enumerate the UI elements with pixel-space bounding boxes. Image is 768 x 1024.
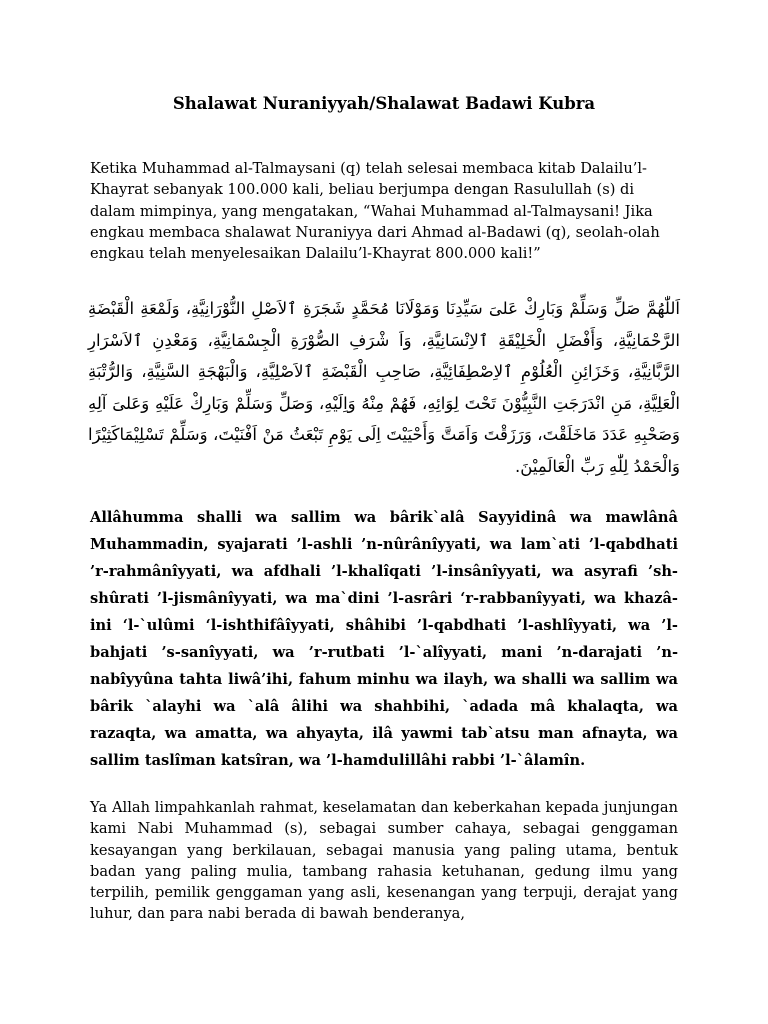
intro-paragraph: Ketika Muhammad al-Talmaysani (q) telah selesai membaca kitab Dalailu’l-Khayrat sebanyak 100.000 kali, beliau berjumpa dengan Rasulullah (s) di dalam mimpinya, yang mengatakan, “Wahai Muhammad al-Talmaysani! Jika engkau membaca shalawat Nuraniyya dari Ahmad al-Badawi (q), seolah-olah engkau telah menyelesaikan Dalailu’l-Khayrat 800.000 kali!” (90, 160, 660, 263)
transliteration-paragraph: Allâhumma shalli wa sallim wa bârik`alâ Sayyidinâ wa mawlânâ Muhammadin, syajarati ’l-ashli ’n-nûrânîyyati, wa lam`ati ’l-qabdhati ’r-rahmânîyyati, wa afdhali ’l-khalîqati ’l-insânîyyati, wa asyrafi ’sh-shûrati ’l-jismânîyyati, wa ma`dini ’l-asrâri ‘r-rabbanîyyati, wa khazâ-ini ‘l-`ulûmi ‘l-ishthifâîyyati, shâhibi ’l-qabdhati ’l-ashlîyyati, wa ’l-bahjati ’s-sanîyyati, wa ’r-rutbati ’l-`alîyyati, mani ’n-darajati ’n-nabîyyûna tahta liwâ’ihi, fahum minhu wa ilayh, wa shalli wa sallim wa bârik `alayhi wa `alâ âlihi wa shahbihi, `adada mâ khalaqta, wa razaqta, wa amatta, wa ahyayta, ilâ yawmi tab`atsu man afnayta, wa sallim taslîman katsîran, wa ’l-hamdulillâhi rabbi ’l-`âlamîn. (90, 509, 678, 769)
translation-paragraph: Ya Allah limpahkanlah rahmat, keselamatan dan keberkahan kepada junjungan kami Nabi Muhammad (s), sebagai sumber cahaya, sebagai genggaman kesayangan yang berkilauan, sebagai manusia yang paling utama, bentuk badan yang paling mulia, tambang rahasia ketuhanan, gedung ilmu yang terpilih, pemilik genggaman yang asli, kesenangan yang terpuji, derajat yang luhur, dan para nabi berada di bawah benderanya, (90, 799, 678, 923)
arabic-prayer-text: اَللّٰهُمَّ صَلِّ وَسَلِّمْ وَبَارِكْ عَلىَ سَيِّدِنَا وَمَوْلَانَا مُحَمَّدٍ شَجَرَةِ ٱلاَصْلِ النُّوْرَانِيَّةِ، وَلَمْعَةِ الْقَبْضَةِ الرَّحْمَانِيَّةِ، وَأَفْضَلِ الْخَلِيْقَةِ ٱلاِنْسَانِيَّةِ، وَاَ شْرَفِ الصُّوْرَةِ الْجِسْمَانِيَّةِ، وَمَعْدِنِ ٱلاَسْرَارِ الرَّبَّانِيَّةِ، وَخَزَائِنِ الْعُلُوْمِ ٱلاِصْطِفَائِيَّةِ، صَاحِبِ الْقَبْضَةِ ٱلاَصْلِيَّةِ، وَالْبَهْجَةِ السَّنِيَّةِ، وَالرُّتْبَةِ الْعَلِيَّةِ، مَنِ انْدَرَجَتِ النَّبِيُّوْنَ تَحْتَ لِوَائِهِ، فَهُمْ مِنْهُ وَاِلَيْهِ، وَصَلِّ وَسَلِّمْ وَبَارِكْ عَلَيْهِ وَعَلىَ آلِهِ وَصَحْبِهِ عَدَدَ مَاخَلَقْتَ، وَرَزَقْتَ وَاَمَتَّ وَأَحْيَيْتَ اِلَى يَوْمِ تَبْعَثُ مَنْ اَفْنَيْتَ، وَسَلِّمْ تَسْلِيْمَاكَثِيْرًا وَالْحَمْدُ لِلّٰهِ رَبِّ الْعَالَمِيْنَ. (88, 299, 680, 476)
document-title: Shalawat Nuraniyyah/Shalawat Badawi Kubra (172, 94, 596, 113)
